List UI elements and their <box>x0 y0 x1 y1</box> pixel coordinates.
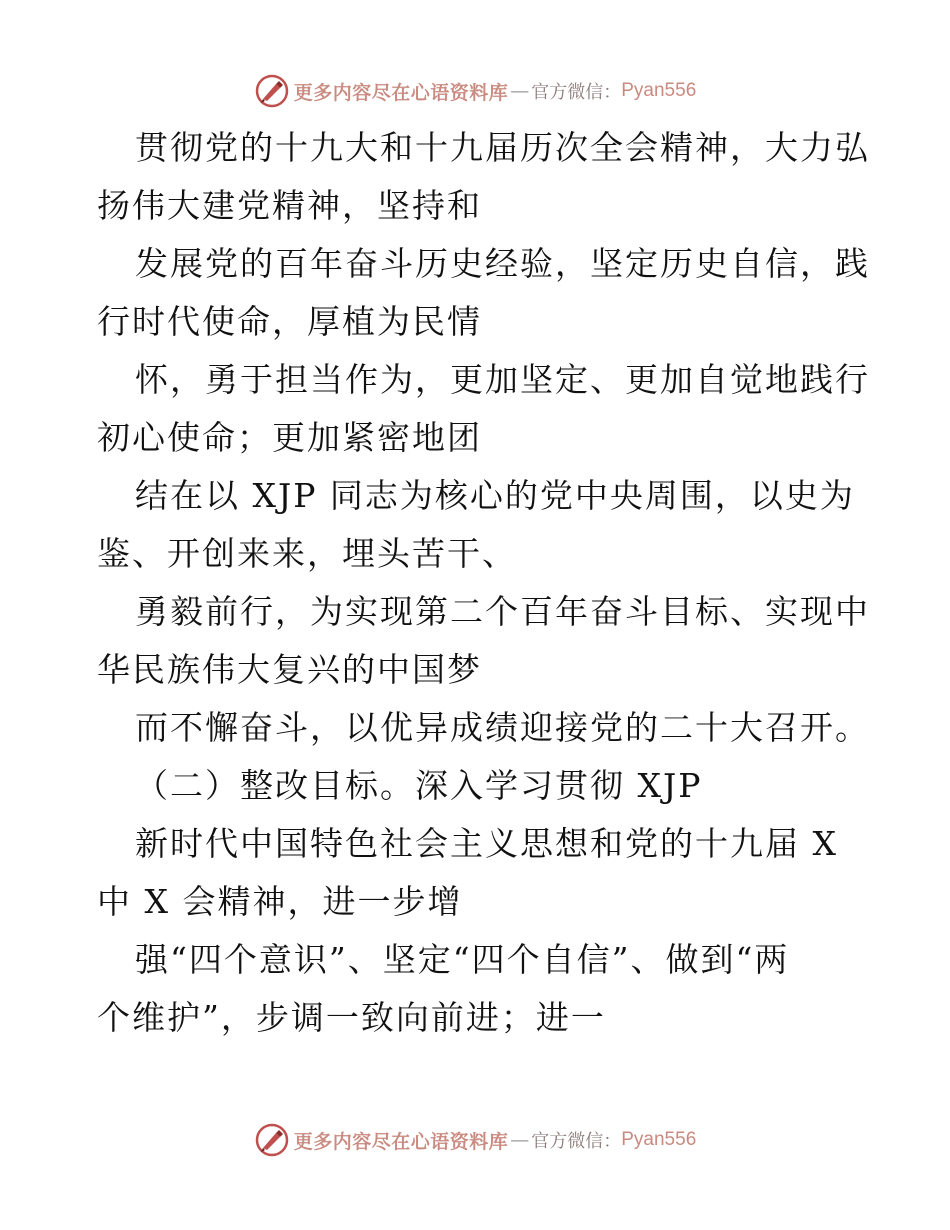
text-line: 初心使命；更加紧密地团 <box>97 418 482 457</box>
text-line: 华民族伟大复兴的中国梦 <box>97 650 482 689</box>
watermark-dash: — <box>510 1129 530 1151</box>
text-line: 中 X 会精神，进一步增 <box>97 882 463 921</box>
text-line: 个维护”，步调一致向前进；进一 <box>97 998 606 1037</box>
text-line: 怀，勇于担当作为，更加坚定、更加自觉地践行 <box>135 360 870 399</box>
footer-watermark <box>0 1120 950 1160</box>
text-line: 强“四个意识”、坚定“四个自信”、做到“两 <box>135 940 790 979</box>
text-line: 发展党的百年奋斗历史经验，坚定历史自信，践 <box>135 244 870 283</box>
watermark-label: 官方微信： <box>531 82 622 103</box>
watermark-dash: — <box>510 80 530 102</box>
text-line: 鉴、开创来来，埋头苦干、 <box>97 534 517 573</box>
watermark-id: Pyan556 <box>621 80 697 101</box>
watermark-id: Pyan556 <box>621 1129 697 1150</box>
header-watermark <box>0 71 950 111</box>
pen-logo-icon <box>254 1122 290 1158</box>
text-line: （二）整改目标。深入学习贯彻 XJP <box>135 766 703 805</box>
text-line: 扬伟大建党精神，坚持和 <box>97 186 482 225</box>
text-line: 而不懈奋斗，以优异成绩迎接党的二十大召开。 <box>135 708 870 747</box>
text-line: 行时代使命，厚植为民情 <box>97 302 482 341</box>
pen-logo-icon <box>254 73 290 109</box>
text-line: 新时代中国特色社会主义思想和党的十九届 X <box>135 824 838 863</box>
text-line: 贯彻党的十九大和十九届历次全会精神，大力弘 <box>135 128 870 167</box>
text-line: 结在以 XJP 同志为核心的党中央周围，以史为 <box>135 476 855 515</box>
watermark-text: 更多内容尽在心语资料库 <box>293 81 509 104</box>
watermark-label: 官方微信： <box>531 1131 622 1152</box>
watermark-text: 更多内容尽在心语资料库 <box>293 1130 509 1153</box>
text-line: 勇毅前行，为实现第二个百年奋斗目标、实现中 <box>135 592 870 631</box>
